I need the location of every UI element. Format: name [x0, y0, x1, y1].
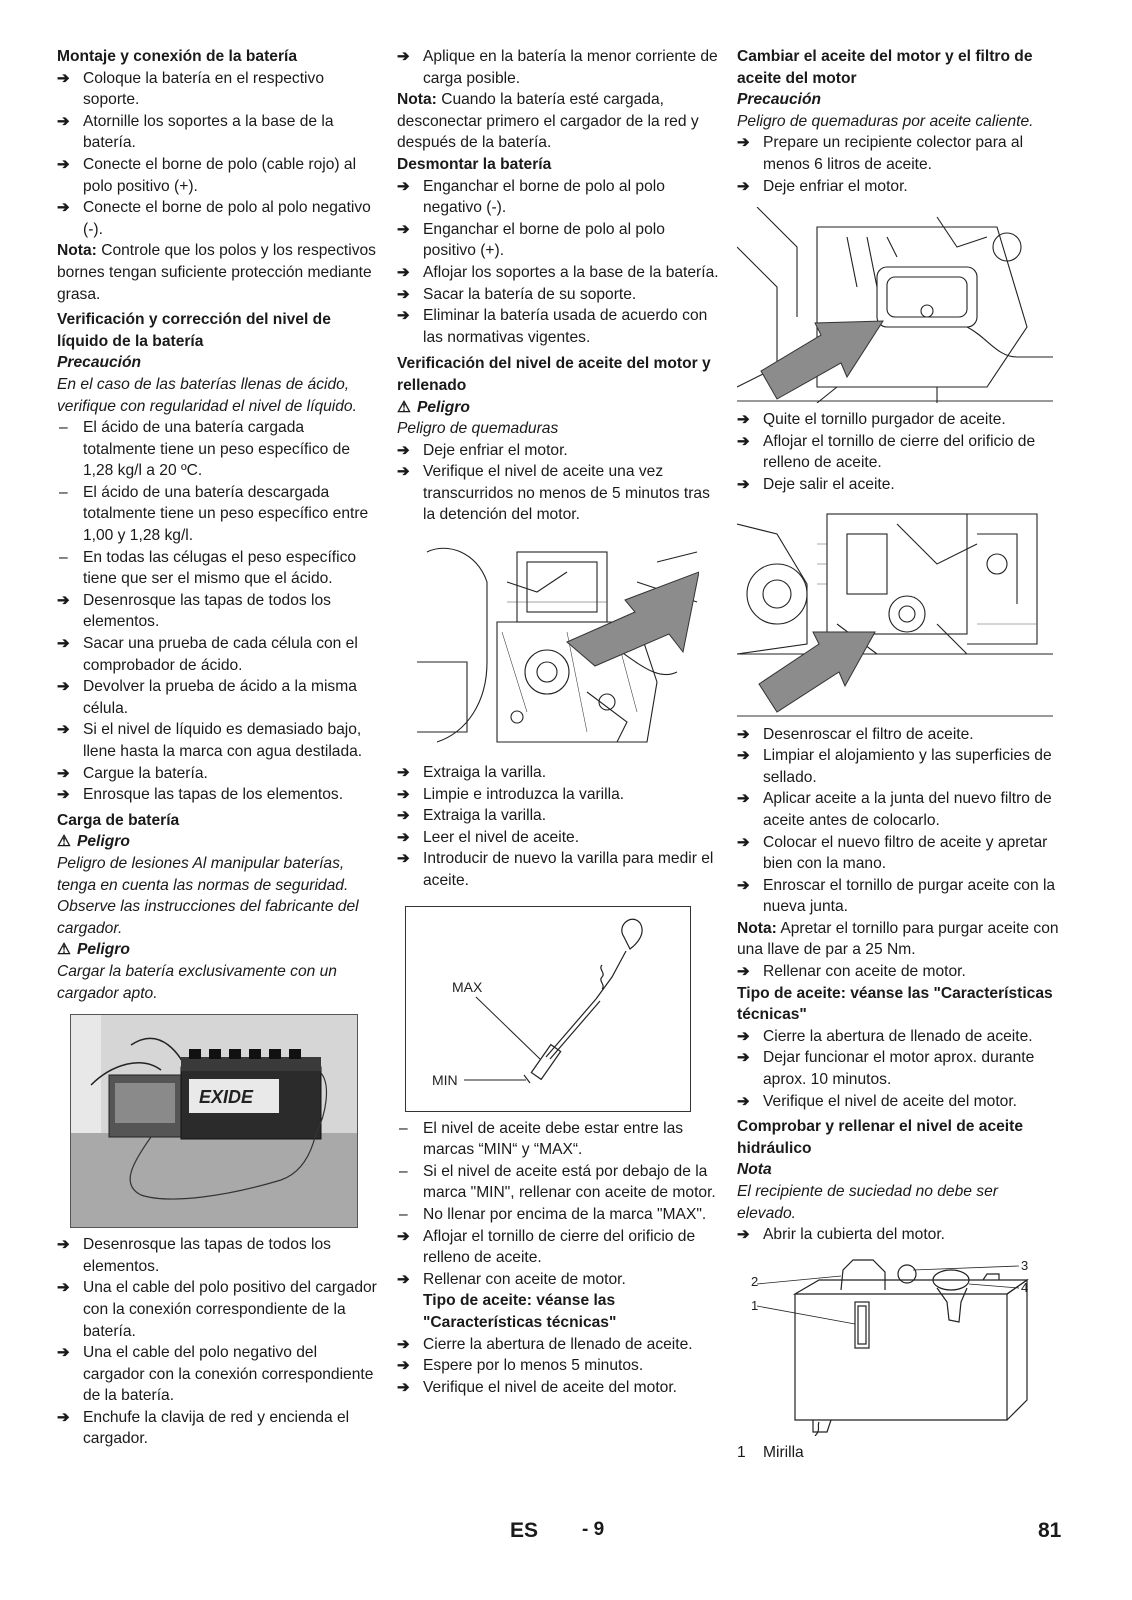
footer-language: ES — [510, 1519, 539, 1542]
legend-text: Mirilla — [763, 1443, 804, 1461]
note-label: Nota: — [737, 919, 777, 937]
step: ➔ Enroscar el tornillo de purgar aceite con la nueva junta. — [737, 875, 1059, 918]
step: ➔ Cierre la abertura de llenado de aceite. — [737, 1026, 1059, 1048]
step: ➔ Aflojar el tornillo de cierre del orificio de relleno de aceite. — [397, 1226, 719, 1269]
step: ➔ Rellenar con aceite de motor. — [397, 1269, 719, 1291]
warning-triangle-icon: ⚠ — [57, 941, 71, 959]
step: ➔ Aflojar el tornillo de cierre del orificio de relleno de aceite. — [737, 431, 1059, 474]
step: ➔ Deje salir el aceite. — [737, 474, 1059, 496]
step: ➔ Limpiar el alojamiento y las superficies de sellado. — [737, 745, 1059, 788]
note-text: Apretar el tornillo para purgar aceite con una llave de par a 25 Nm. — [737, 919, 1059, 959]
step: ➔ Enganchar el borne de polo al polo negativo (-). — [397, 176, 719, 219]
step: ➔ Extraiga la varilla. — [397, 762, 719, 784]
figure-legend — [737, 1442, 1059, 1464]
danger-label: ⚠ Peligro — [397, 397, 719, 419]
step: ➔ Cierre la abertura de llenado de aceite. — [397, 1334, 719, 1356]
caution-text: Peligro de quemaduras por aceite caliente. — [737, 112, 1034, 130]
step: ➔ Sacar una prueba de cada célula con el comprobador de ácido. — [57, 633, 377, 676]
step: ➔ Deje enfriar el motor. — [397, 440, 719, 462]
step: ➔ Leer el nivel de aceite. — [397, 827, 719, 849]
engine-dipstick-figure — [407, 542, 699, 756]
step: ➔ Coloque la batería en el respectivo soporte. — [57, 68, 377, 111]
caution-label: Precaución — [57, 354, 142, 372]
danger-text: Peligro de lesiones Al manipular baterías, tenga en cuenta las normas de seguridad. Observe las instrucciones del fabricante del cargador. — [57, 854, 359, 937]
danger-text: Cargar la batería exclusivamente con un cargador apto. — [57, 962, 337, 1002]
warning-triangle-icon: ⚠ — [397, 398, 411, 416]
step: ➔ Quite el tornillo purgador de aceite. — [737, 409, 1059, 431]
note — [57, 240, 377, 305]
dipstick-figure — [405, 906, 691, 1112]
dash-item: – Si el nivel de aceite está por debajo de la marca "MIN", rellenar con aceite de motor. — [397, 1161, 719, 1204]
step: ➔ Una el cable del polo positivo del cargador con la conexión correspondiente de la batería. — [57, 1277, 377, 1342]
step: ➔ Aplicar aceite a la junta del nuevo filtro de aceite antes de colocarlo. — [737, 788, 1059, 831]
heading-verificacion: Verificación y corrección del nivel de líquido de la batería — [57, 311, 331, 350]
step: ➔ Una el cable del polo negativo del cargador con la conexión correspondiente de la batería. — [57, 1342, 377, 1407]
oil-type-reference: Tipo de aceite: véanse las "Características técnicas" — [423, 1292, 617, 1331]
caution-text: En el caso de las baterías llenas de ácido, verifique con regularidad el nivel de líquido. — [57, 375, 357, 415]
step: ➔ Si el nivel de líquido es demasiado bajo, llene hasta la marca con agua destilada. — [57, 719, 377, 762]
step: ➔ Aplique en la batería la menor corriente de carga posible. — [397, 46, 719, 89]
heading-verificacion-aceite: Verificación del nivel de aceite del motor y rellenado — [397, 355, 711, 394]
column-1 — [57, 46, 377, 1450]
step: ➔ Desenrosque las tapas de todos los elementos. — [57, 590, 377, 633]
footer-page-number: 81 — [1038, 1519, 1062, 1542]
callout-2: 2 — [751, 1273, 759, 1289]
dash-item: – En todas las célugas el peso específico tiene que ser el mismo que el ácido. — [57, 547, 377, 590]
step: ➔ Rellenar con aceite de motor. — [737, 961, 1059, 983]
step: ➔ Desenroscar el filtro de aceite. — [737, 724, 1059, 746]
heading-desmontar: Desmontar la batería — [397, 155, 552, 173]
column-3 — [737, 46, 1059, 1463]
step: ➔ Sacar la batería de su soporte. — [397, 284, 719, 306]
step: ➔ Enchufe la clavija de red y encienda el cargador. — [57, 1407, 377, 1450]
note-text: Cuando la batería esté cargada, desconectar primero el cargador de la red y después de la batería. — [397, 91, 699, 152]
danger-label: ⚠ Peligro — [57, 831, 377, 853]
footer-section-page: - 9 — [582, 1519, 605, 1540]
step: ➔ Introducir de nuevo la varilla para medir el aceite. — [397, 848, 719, 891]
step: ➔ Limpie e introduzca la varilla. — [397, 784, 719, 806]
dash-item: – El nivel de aceite debe estar entre las marcas “MIN“ y “MAX“. — [397, 1118, 719, 1161]
step: ➔ Verifique el nivel de aceite del motor. — [737, 1091, 1059, 1113]
heading-carga: Carga de batería — [57, 811, 180, 829]
label-min: MIN — [432, 1071, 458, 1088]
step: ➔ Conecte el borne de polo (cable rojo) al polo positivo (+). — [57, 154, 377, 197]
step: ➔ Prepare un recipiente colector para al menos 6 litros de aceite. — [737, 132, 1059, 175]
oil-type-reference: Tipo de aceite: véanse las "Características técnicas" — [737, 984, 1053, 1024]
battery-charger-photo — [70, 1014, 358, 1228]
note-text: Controle que los polos y los respectivos bornes tengan suficiente protección mediante grasa. — [57, 242, 376, 303]
step: ➔ Colocar el nuevo filtro de aceite y apretar bien con la mano. — [737, 832, 1059, 875]
step: ➔ Atornille los soportes a la base de la batería. — [57, 111, 377, 154]
dash-item: – El ácido de una batería descargada totalmente tiene un peso específico entre 1,00 y 1,28 kg/l. — [57, 482, 377, 547]
step: ➔ Desenrosque las tapas de todos los elementos. — [57, 1234, 377, 1277]
step: ➔ Dejar funcionar el motor aprox. durante aprox. 10 minutos. — [737, 1047, 1059, 1090]
note — [397, 89, 719, 154]
step: ➔ Enrosque las tapas de los elementos. — [57, 784, 377, 806]
heading-montaje: Montaje y conexión de la batería — [57, 48, 298, 65]
step: ➔ Conecte el borne de polo al polo negativo (-). — [57, 197, 377, 240]
step: ➔ Extraiga la varilla. — [397, 805, 719, 827]
column-2 — [397, 46, 719, 1398]
step: ➔ Deje enfriar el motor. — [737, 176, 1059, 198]
step: ➔ Enganchar el borne de polo al polo positivo (+). — [397, 219, 719, 262]
note-label-italic: Nota — [737, 1161, 772, 1179]
step: ➔ Eliminar la batería usada de acuerdo con las normativas vigentes. — [397, 305, 719, 348]
note-label: Nota: — [57, 242, 97, 260]
callout-1: 1 — [751, 1297, 759, 1313]
caution-label: Precaución — [737, 91, 822, 109]
note — [737, 918, 1059, 961]
heading-cambiar-aceite: Cambiar el aceite del motor y el filtro de aceite del motor — [737, 48, 1033, 87]
warning-triangle-icon: ⚠ — [57, 833, 71, 851]
danger-text: Peligro de quemaduras — [397, 420, 559, 438]
note-label: Nota: — [397, 91, 437, 109]
danger-label: ⚠ Peligro — [57, 939, 377, 961]
step: ➔ Devolver la prueba de ácido a la misma célula. — [57, 676, 377, 719]
step: ➔ Verifique el nivel de aceite una vez transcurridos no menos de 5 minutos tras la detención del motor. — [397, 461, 719, 526]
step: ➔ Cargue la batería. — [57, 763, 377, 785]
heading-hidraulico: Comprobar y rellenar el nivel de aceite hidráulico — [737, 1118, 1024, 1157]
dash-item: – El ácido de una batería cargada totalmente tiene un peso específico de 1,28 kg/l a 20 ºC. — [57, 417, 377, 482]
callout-3: 3 — [1021, 1257, 1029, 1273]
legend-number: 1 — [737, 1443, 746, 1461]
oil-filter-photo — [737, 504, 1053, 718]
note-text-italic: El recipiente de suciedad no debe ser elevado. — [737, 1183, 998, 1222]
hydraulic-tank-figure — [737, 1250, 1037, 1436]
step: ➔ Verifique el nivel de aceite del motor. — [397, 1377, 719, 1399]
step: ➔ Aflojar los soportes a la base de la batería. — [397, 262, 719, 284]
callout-4: 4 — [1021, 1279, 1029, 1295]
dash-item: – No llenar por encima de la marca "MAX". — [397, 1204, 719, 1226]
step: ➔ Abrir la cubierta del motor. — [737, 1224, 1059, 1246]
exide-logo: EXIDE — [199, 1087, 254, 1108]
step: ➔ Espere por lo menos 5 minutos. — [397, 1355, 719, 1377]
oil-drain-photo — [737, 207, 1053, 403]
label-max: MAX — [452, 978, 483, 995]
